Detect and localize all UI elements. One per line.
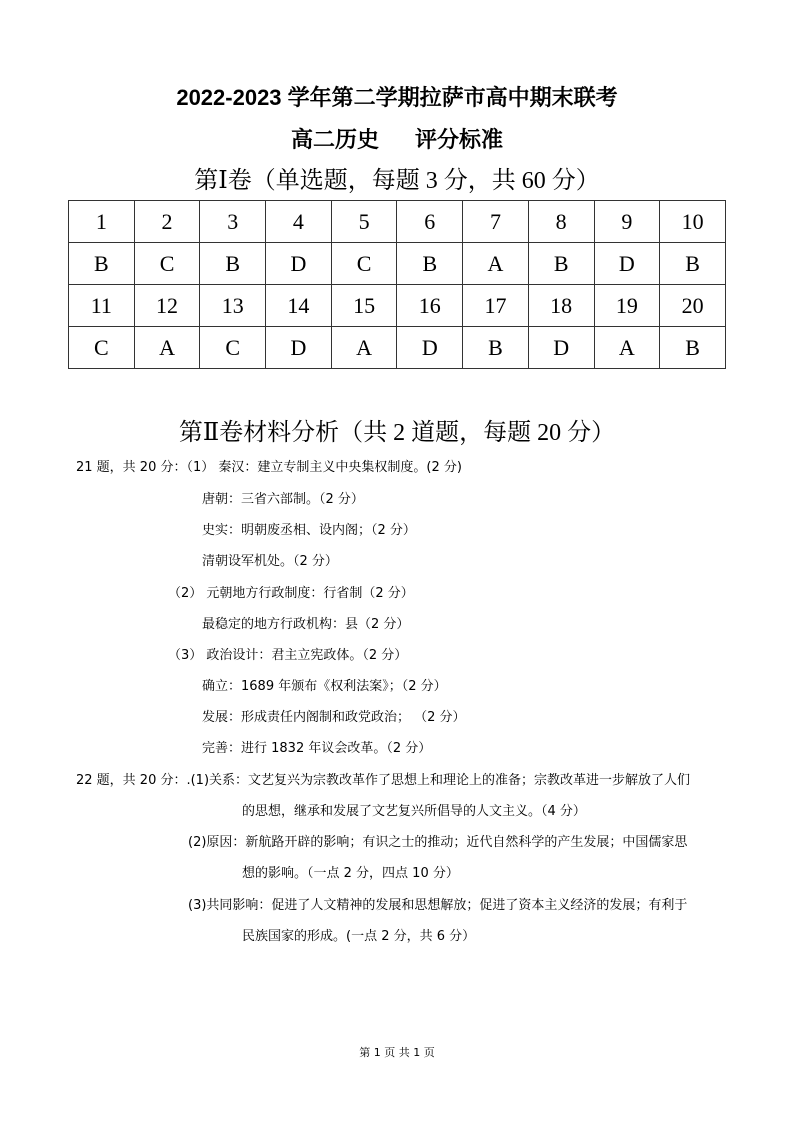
question-number-row <box>69 285 726 327</box>
answer-cell: C <box>200 327 266 369</box>
q21-answer-line: 唐朝：三省六部制。（2 分） <box>202 492 364 507</box>
question-number-cell: 12 <box>134 285 200 327</box>
answer-cell: A <box>134 327 200 369</box>
q22-part1-line: 22 题，共 20 分：.(1)关系：文艺复兴为宗教改革作了思想上和理论上的准备；宗教改革进一步解放了人们 <box>76 773 691 788</box>
q22-continuation-line: 的思想，继承和发展了文艺复兴所倡导的人文主义。（4 分） <box>242 804 586 819</box>
q21-answer-line: 最稳定的地方行政机构：县（2 分） <box>202 617 410 632</box>
question-number-cell: 5 <box>331 201 397 243</box>
exam-subtitle <box>0 126 794 154</box>
q21-answer-line: 史实：明朝废丞相、设内阁；（2 分） <box>202 523 416 538</box>
answer-cell: B <box>397 243 463 285</box>
question-number-cell: 6 <box>397 201 463 243</box>
question-number-cell: 19 <box>594 285 660 327</box>
q21-answer-line: 发展：形成责任内阁制和政党政治； （2 分） <box>202 710 466 725</box>
answer-row <box>69 327 726 369</box>
question-number-cell: 11 <box>69 285 135 327</box>
answer-cell: A <box>331 327 397 369</box>
answer-cell: B <box>660 327 726 369</box>
q21-part1-line: 21 题，共 20 分：（1） 秦汉：建立专制主义中央集权制度。(2 分) <box>76 460 462 475</box>
q21-answer-line: 完善：进行 1832 年议会改革。（2 分） <box>202 741 432 756</box>
answer-cell: B <box>660 243 726 285</box>
question-number-cell: 10 <box>660 201 726 243</box>
answer-cell: C <box>331 243 397 285</box>
answer-cell: D <box>397 327 463 369</box>
question-number-cell: 15 <box>331 285 397 327</box>
answer-cell: D <box>594 243 660 285</box>
page-footer: 第 1 页 共 1 页 <box>359 1046 435 1059</box>
question-number-cell: 20 <box>660 285 726 327</box>
q21-answer-line: 确立：1689 年颁布《权利法案》；（2 分） <box>202 679 447 694</box>
q21-part2-line: （2） 元朝地方行政制度：行省制（2 分） <box>168 586 414 601</box>
question-number-cell: 17 <box>463 285 529 327</box>
question-number-cell: 3 <box>200 201 266 243</box>
answer-table <box>68 200 726 369</box>
scoring-standard-label: 评分标准 <box>415 127 504 152</box>
answer-cell: A <box>463 243 529 285</box>
answer-cell: B <box>69 243 135 285</box>
answer-cell: B <box>463 327 529 369</box>
q21-part3-line: （3） 政治设计：君主立宪政体。（2 分） <box>168 648 408 663</box>
q22-continuation-line: 想的影响。（一点 2 分，四点 10 分） <box>242 866 459 881</box>
answer-cell: C <box>134 243 200 285</box>
question-number-cell: 9 <box>594 201 660 243</box>
exam-title: 2022-2023 学年第二学期拉萨市高中期末联考 <box>176 85 618 110</box>
answer-cell: A <box>594 327 660 369</box>
question-number-cell: 8 <box>528 201 594 243</box>
q21-answer-line: 清朝设军机处。（2 分） <box>202 554 338 569</box>
question-number-cell: 16 <box>397 285 463 327</box>
question-number-cell: 7 <box>463 201 529 243</box>
answer-row <box>69 243 726 285</box>
question-number-cell: 1 <box>69 201 135 243</box>
answer-cell: B <box>200 243 266 285</box>
answer-cell: B <box>528 243 594 285</box>
q22-continuation-line: 民族国家的形成。(一点 2 分，共 6 分） <box>242 929 476 944</box>
answer-cell: D <box>528 327 594 369</box>
answer-cell: D <box>266 327 332 369</box>
subject-label: 高二历史 <box>290 127 379 152</box>
answer-cell: D <box>266 243 332 285</box>
question-number-cell: 14 <box>266 285 332 327</box>
part2-heading: 第Ⅱ卷材料分析（共 2 道题，每题 20 分） <box>178 420 616 446</box>
part1-heading: 第Ⅰ卷（单选题，每题 3 分，共 60 分） <box>194 168 600 194</box>
q22-part3-line: (3)共同影响：促进了人文精神的发展和思想解放；促进了资本主义经济的发展；有利于 <box>188 898 688 913</box>
question-number-cell: 13 <box>200 285 266 327</box>
q22-part2-line: (2)原因：新航路开辟的影响；有识之士的推动；近代自然科学的产生发展；中国儒家思 <box>188 835 688 850</box>
question-number-cell: 2 <box>134 201 200 243</box>
question-number-cell: 4 <box>266 201 332 243</box>
answer-cell: C <box>69 327 135 369</box>
question-number-cell: 18 <box>528 285 594 327</box>
question-number-row <box>69 201 726 243</box>
